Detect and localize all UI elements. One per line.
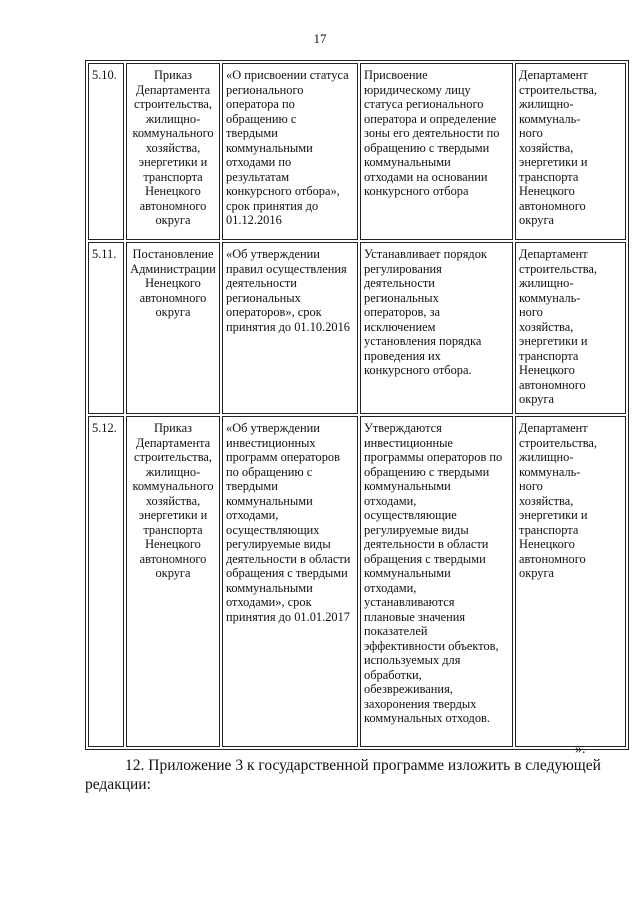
document-title-cell: «О присвоении статуса регионального оператора по обращению с твердыми коммунальными отходами по результатам конкурсного отбора», срок принятия до 01.12.2016 xyxy=(222,63,358,240)
document-title-cell: «Об утверждении инвестиционных программ операторов по обращению с твердыми коммунальными отходами, осуществляющих регулируемые виды деятельности в области обращения с твердыми коммунальными отходами», срок принятия до 01.01.2017 xyxy=(222,416,358,747)
responsible-cell: Департамент строительства, жилищно- коммуналь- ного хозяйства, энергетики и транспорта Ненецкого автономного округа xyxy=(515,63,626,240)
measures-table xyxy=(85,60,629,750)
document-type-cell: Приказ Департамента строительства, жилищно- коммунального хозяйства, энергетики и транспорта Ненецкого автономного округа xyxy=(126,63,220,240)
table-row xyxy=(88,242,626,414)
content-cell: Устанавливает порядок регулирования деятельности региональных операторов, за исключением установления порядка проведения их конкурсного отбора. xyxy=(360,242,513,414)
row-number: 5.12. xyxy=(88,416,124,747)
row-number: 5.11. xyxy=(88,242,124,414)
content-cell: Присвоение юридическому лицу статуса регионального оператора и определение зоны его деятельности по обращению с твердыми коммунальными отходами на основании конкурсного отбора xyxy=(360,63,513,240)
page-number: 17 xyxy=(313,31,327,46)
document-type-cell: Постановление Администрации Ненецкого автономного округа xyxy=(126,242,220,414)
responsible-cell: Департамент строительства, жилищно- коммуналь- ного хозяйства, энергетики и транспорта Ненецкого автономного округа xyxy=(515,416,626,747)
table-row xyxy=(88,63,626,240)
document-title-cell: «Об утверждении правил осуществления деятельности региональных операторов», срок принятия до 01.10.2016 xyxy=(222,242,358,414)
document-type-cell: Приказ Департамента строительства, жилищно- коммунального хозяйства, энергетики и транспорта Ненецкого автономного округа xyxy=(126,416,220,747)
row-number: 5.10. xyxy=(88,63,124,240)
responsible-cell: Департамент строительства, жилищно- коммуналь- ного хозяйства, энергетики и транспорта Ненецкого автономного округа xyxy=(515,242,626,414)
amendment-paragraph: 12. Приложение 3 к государственной программе изложить в следующей редакции: xyxy=(85,757,601,793)
content-cell: Утверждаются инвестиционные программы операторов по обращению с твердыми коммунальными отходами, осуществляющие регулируемые виды деятельности в области обращения с твердыми коммунальными отходами, устанавливаются плановые значения показателей эффективности объектов, используемых для обработки, обезвреживания, захоронения твердых коммунальных отходов. xyxy=(360,416,513,747)
table-row xyxy=(88,416,626,747)
closing-quote: ». xyxy=(575,742,586,757)
